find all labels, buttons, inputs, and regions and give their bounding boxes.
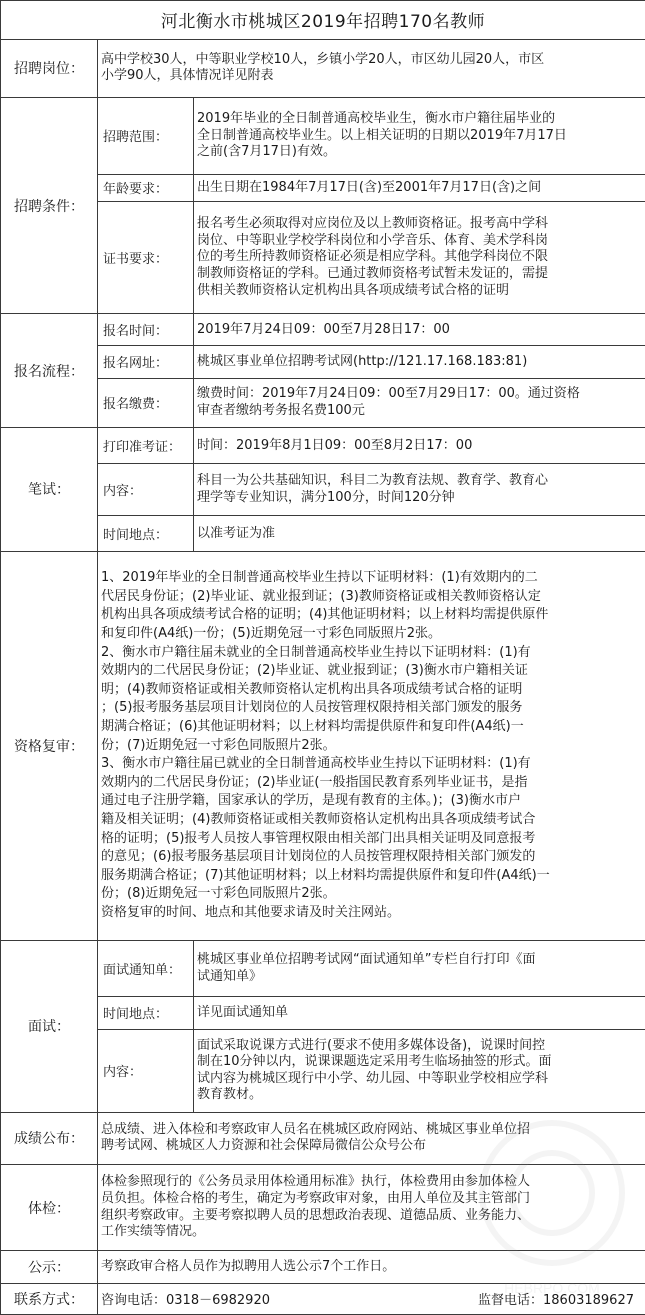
interview-place-text: 详见面试通知单 — [194, 997, 645, 1029]
scope-label: 招聘范围： — [98, 97, 194, 174]
age-label: 年龄要求： — [98, 174, 194, 201]
interview-content-label: 内容： — [98, 1029, 194, 1112]
age-text: 出生日期在1984年7月17日(含)至2001年7月17日(含)之间 — [194, 174, 645, 201]
supervise-phone: 监督电话：18603189627 — [478, 1293, 634, 1309]
consult-phone: 咨询电话：0318－6982920 — [101, 1293, 270, 1309]
results-label: 成绩公布： — [1, 1112, 98, 1164]
results-text: 总成绩、进入体检和考察政审人员名在桃城区政府网站、桃城区事业单位招 聘考试网、桃城区人力资源和社会保障局微信公众号公布 — [98, 1112, 645, 1164]
review-label: 资格复审： — [1, 551, 98, 940]
reg-site-text: 桃城区事业单位招聘考试网(http://121.17.168.183:81) — [194, 345, 645, 378]
watermark-text: HEBRPO.COM — [504, 1280, 600, 1296]
ticket-label: 打印准考证： — [98, 427, 194, 463]
written-content-label: 内容： — [98, 464, 194, 516]
contact-label: 联系方式： — [1, 1283, 98, 1314]
publicity-text: 考察政审合格人员作为拟聘用人选公示7个工作日。 — [98, 1251, 645, 1283]
posts-text: 高中学校30人，中等职业学校10人，乡镇小学20人，市区幼儿园20人，市区 小学90人，具体情况详见附表 — [98, 39, 645, 97]
written-exam-label: 笔试： — [1, 427, 98, 551]
reg-time-label: 报名时间： — [98, 314, 194, 345]
reg-fee-text: 缴费时间：2019年7月24日09：00至7月29日17：00。通过资格 审查者缴纳考务报名费100元 — [194, 378, 645, 427]
written-place-label: 时间地点： — [98, 516, 194, 551]
ticket-text: 时间：2019年8月1日09：00至8月2日17：00 — [194, 427, 645, 463]
posts-label: 招聘岗位： — [1, 39, 98, 97]
reg-time-text: 2019年7月24日09：00至7月28日17：00 — [194, 314, 645, 345]
review-text: 1、2019年毕业的全日制普通高校毕业生持以下证明材料：(1)有效期内的二 代居民身份证；(2)毕业证、就业报到证；(3)教师资格证或相关教师资格认定 机构出具各项成绩考试合格的证明；(4)其他证明材料；以上材料均需提供原件 和复印件(A4纸)一份；(5)近期免冠一寸彩色同版照片2张。 2、衡水市户籍往届未就业的全日制普通高校毕业生持以下证明材料：(1)有 效期内的二代居民身份证；(2)毕业证、就业报到证；(3)衡水市户籍相关证 明；(4)教师资格证或相关教师资格认定机构出具各项成绩考试合格的证明 ；(5)报考服务基层项目计划岗位的人员按管理权限持相关部门颁发的服务 期满合格证；(6)其他证明材料；以上材料均需提供原件和复印件(A4纸)一 份；(7)近期免冠一寸彩色同版照片2张。 3、衡水市户籍往届已就业的全日制普通高校毕业生持以下证明材料：(1)有 效期内的二代居民身份证；(2)毕业证(一般指国民教育系列毕业证书，是指 通过电子注册学籍，国家承认的学历，是现有教育的主体。)；(3)衡水市户 籍及相关证明；(4)教师资格证或相关教师资格认定机构出具各项成绩考试合 格的证明；(5)报考人员按人事管理权限由相关部门出具相关证明及同意报考 的意见；(6)报考服务基层项目计划岗位的人员按管理权限持相关部门颁发的 服务期满合格证；(7)其他证明材料；以上材料均需提供原件和复印件(A4纸)一 份；(8)近期免冠一寸彩色同版照片2张。 资格复审的时间、地点和其他要求请及时关注网站。 — [98, 551, 645, 940]
interview-content-text: 面试采取说课方式进行(要求不使用多媒体设备)，说课时间控 制在10分钟以内，说课课题选定采用考生临场抽签的形式。面 试内容为桃城区现行中小学、幼儿园、中等职业学校相应学科 教育教材。 — [194, 1029, 645, 1112]
document-title: 河北衡水市桃城区2019年招聘170名教师 — [1, 1, 645, 40]
physical-exam-text: 体检参照现行的《公务员录用体检通用标准》执行，体检费用由参加体检人 员负担。体检合格的考生，确定为考察政审对象，由用人单位及其主管部门 组织考察政审。主要考察拟聘人员的思想政治表现、道德品质、业务能力、 工作实绩等情况。 — [98, 1164, 645, 1250]
reg-fee-label: 报名缴费： — [98, 378, 194, 427]
contact-cell — [98, 1283, 645, 1314]
cert-text: 报名考生必须取得对应岗位及以上教师资格证。报考高中学科 岗位、中等职业学校学科岗位和小学音乐、体育、美术学科岗 位的考生所持教师资格证必须是相应学科。其他学科岗位不限 制教师资格证的学科。已通过教师资格考试暂未发证的，需提 供相关教师资格认定机构出具各项成绩考试合格的证明 — [194, 201, 645, 313]
scope-text: 2019年毕业的全日制普通高校毕业生，衡水市户籍往届毕业的 全日制普通高校毕业生。以上相关证明的日期以2019年7月17日 之前(含7月17日)有效。 — [194, 97, 645, 174]
interview-place-label: 时间地点： — [98, 997, 194, 1029]
physical-exam-label: 体检： — [1, 1164, 98, 1250]
contact-wrap — [101, 1289, 642, 1308]
notice-text: 桃城区事业单位招聘考试网“面试通知单”专栏自行打印《面 试通知单》 — [194, 941, 645, 997]
written-content-text: 科目一为公共基础知识，科目二为教育法规、教育学、教育心 理学等专业知识，满分100分，时间120分钟 — [194, 464, 645, 516]
reg-site-label: 报名网址： — [98, 345, 194, 378]
interview-label: 面试： — [1, 941, 98, 1113]
publicity-label: 公示： — [1, 1251, 98, 1283]
notice-label: 面试通知单： — [98, 941, 194, 997]
registration-label: 报名流程： — [1, 314, 98, 427]
conditions-label: 招聘条件： — [1, 97, 98, 314]
written-place-text: 以准考证为准 — [194, 516, 645, 551]
cert-label: 证书要求： — [98, 201, 194, 313]
